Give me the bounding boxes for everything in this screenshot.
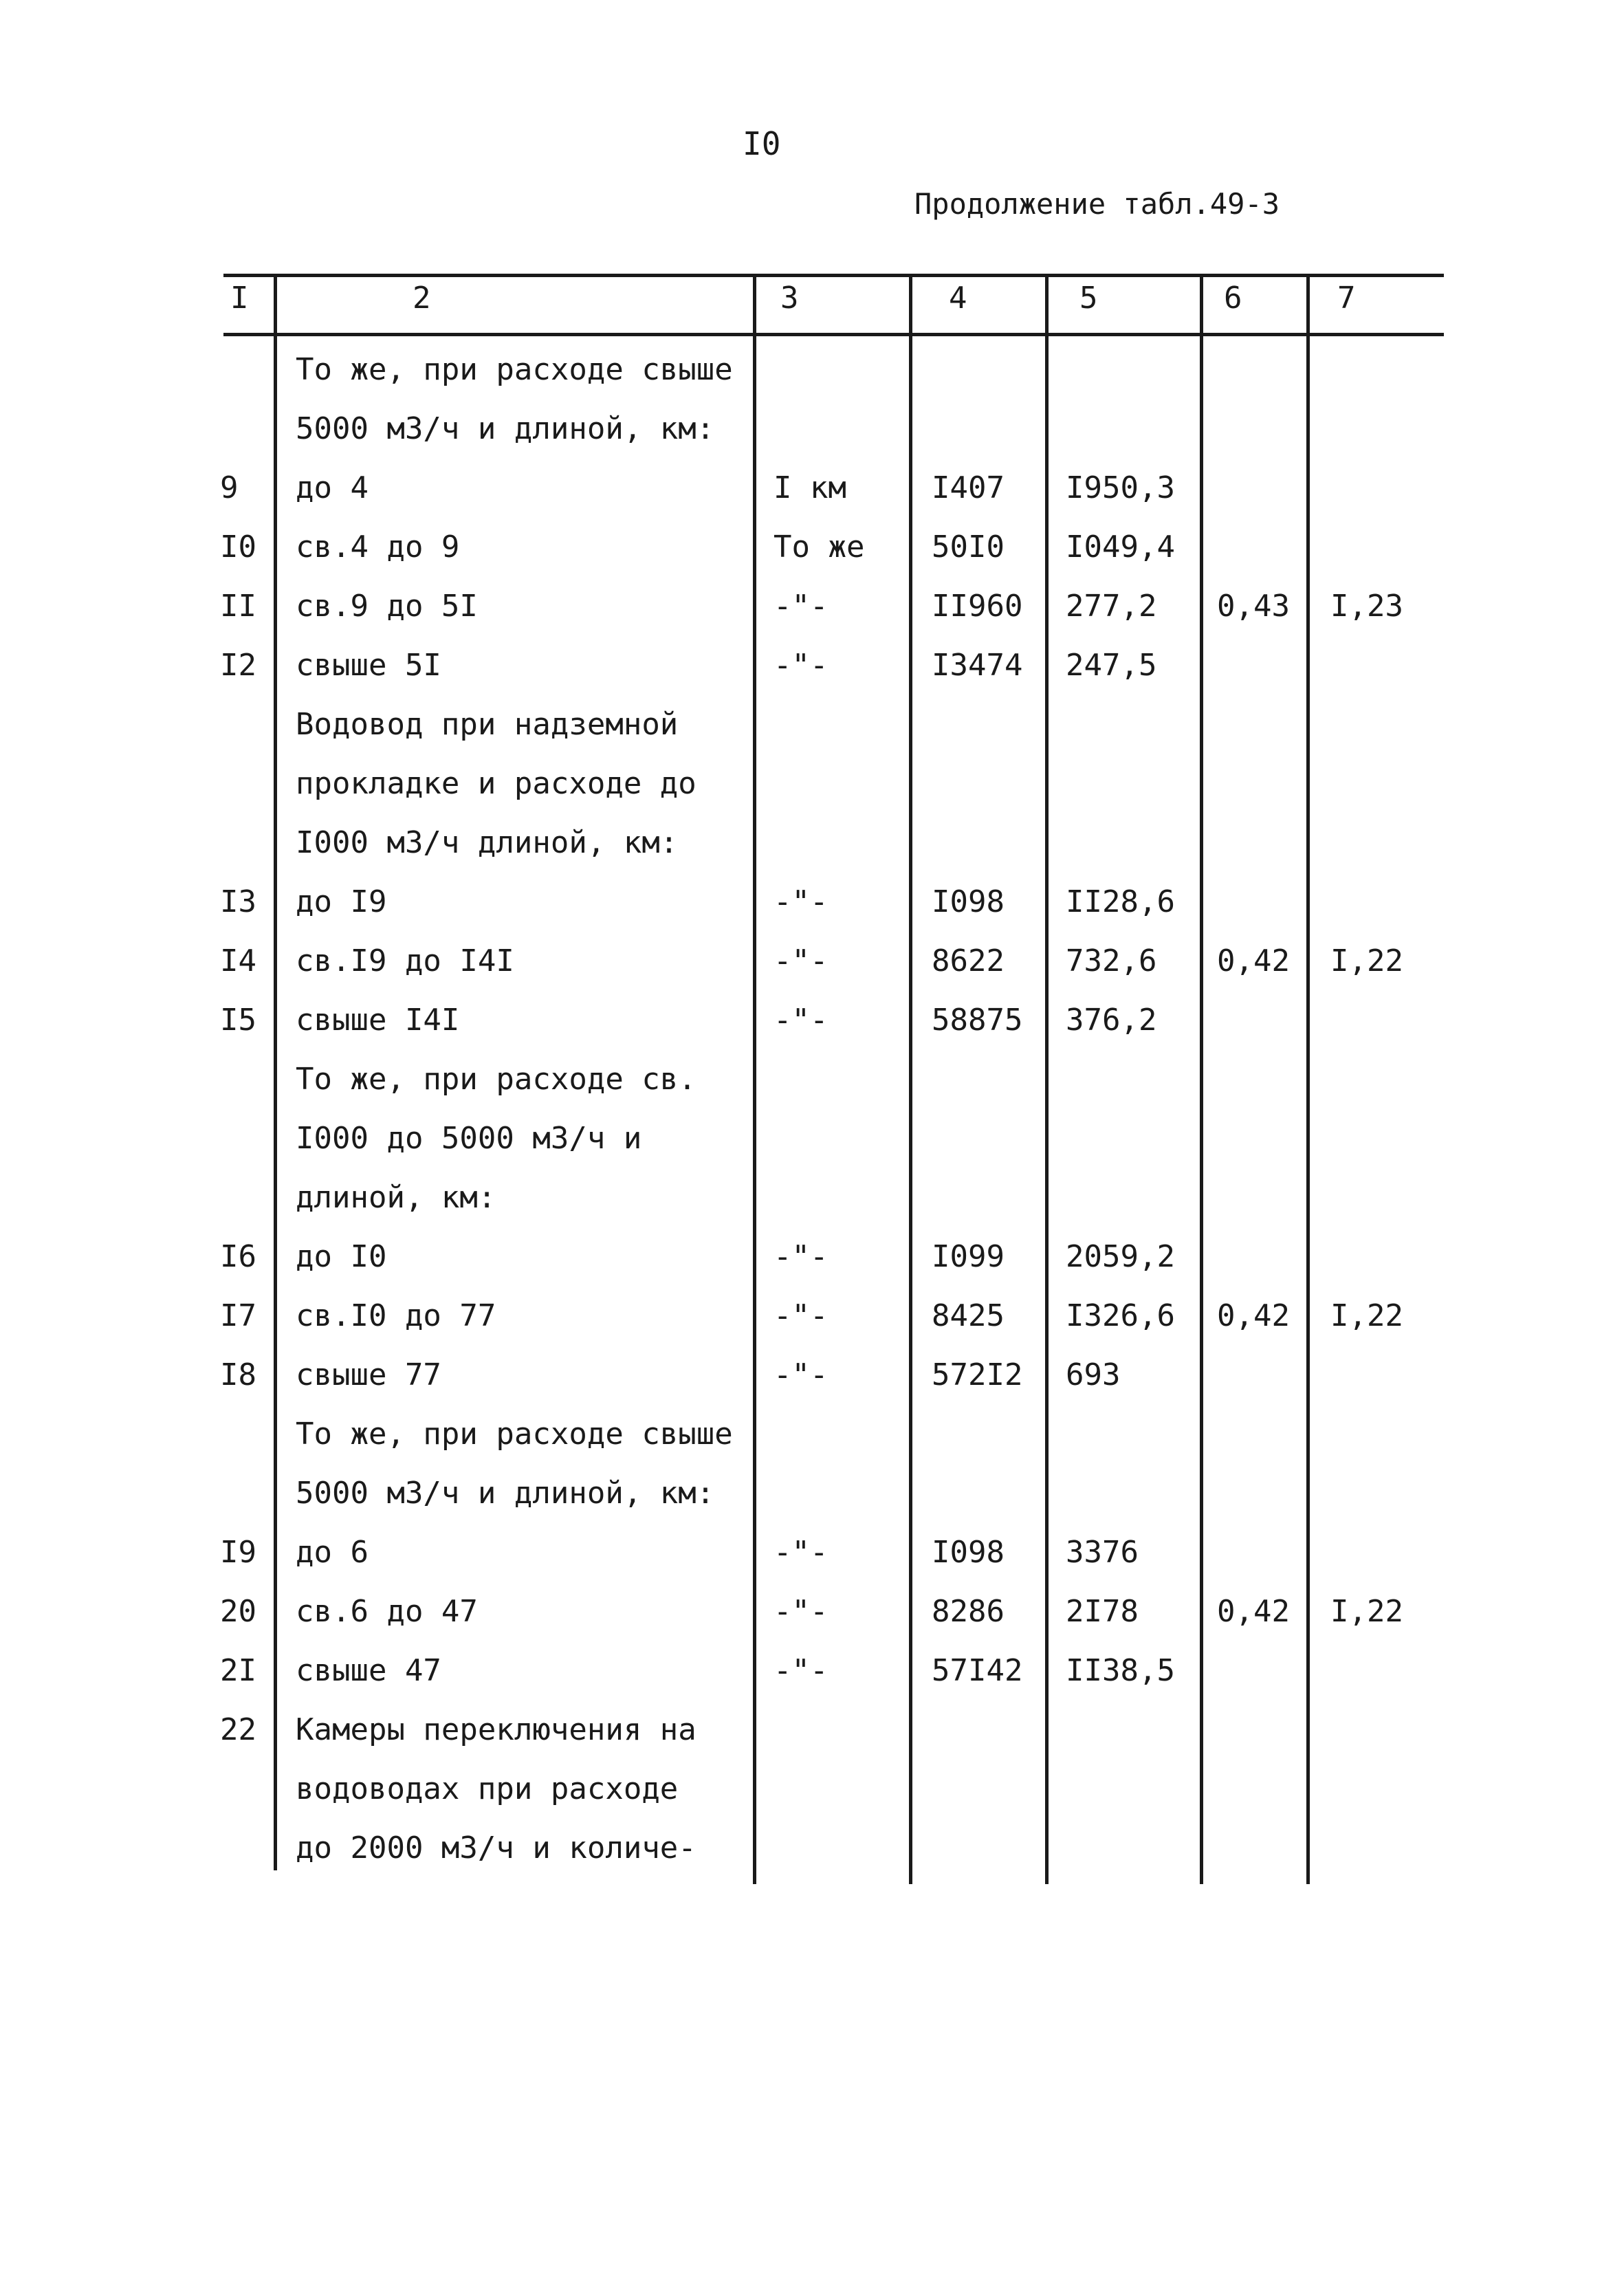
row-number: I8 [220, 1357, 256, 1392]
row-description: до I0 [296, 1239, 387, 1274]
row-col-4: I407 [932, 470, 1005, 505]
row-description: свыше 77 [296, 1357, 441, 1392]
row-col-5: 732,6 [1066, 943, 1157, 979]
table-row [0, 521, 1624, 580]
header-col-2: 2 [413, 281, 431, 316]
row-description: То же, при расходе свыше [296, 1417, 733, 1452]
row-unit: -"- [773, 1003, 829, 1038]
row-col-5: 376,2 [1066, 1003, 1157, 1038]
row-number: I0 [220, 529, 256, 565]
row-col-5: 693 [1066, 1357, 1121, 1392]
table-row [0, 699, 1624, 758]
row-col-6: 0,42 [1217, 1298, 1290, 1333]
row-col-6: 0,42 [1217, 943, 1290, 979]
row-col-4: II960 [932, 589, 1023, 624]
table-row [0, 876, 1624, 935]
row-unit: -"- [773, 943, 829, 979]
table-row [0, 403, 1624, 462]
row-col-4: 8425 [932, 1298, 1005, 1333]
row-col-7: I,22 [1330, 1594, 1403, 1629]
row-description: св.4 до 9 [296, 529, 460, 565]
table-row [0, 1586, 1624, 1645]
row-description: свыше 5I [296, 648, 441, 683]
table-header-rule [223, 333, 1444, 336]
table-top-rule [223, 274, 1444, 277]
table-row [0, 1408, 1624, 1467]
table-row [0, 639, 1624, 699]
row-unit: I км [773, 470, 846, 505]
row-unit: -"- [773, 589, 829, 624]
row-number: II [220, 589, 256, 624]
row-number: I2 [220, 648, 256, 683]
table-row [0, 1467, 1624, 1527]
row-col-4: I3474 [932, 648, 1023, 683]
row-col-5: II28,6 [1066, 884, 1175, 919]
row-col-5: 247,5 [1066, 648, 1157, 683]
row-col-7: I,22 [1330, 943, 1403, 979]
row-description: Водовод при надземной [296, 707, 679, 742]
table-row [0, 462, 1624, 521]
row-number: 2I [220, 1653, 256, 1688]
table-row [0, 1527, 1624, 1586]
row-description: 5000 м3/ч и длиной, км: [296, 1476, 715, 1511]
row-description: То же, при расходе свыше [296, 352, 733, 387]
table-row [0, 1290, 1624, 1349]
table-row [0, 1763, 1624, 1822]
header-col-4: 4 [949, 281, 967, 316]
row-unit: -"- [773, 1298, 829, 1333]
table-caption: Продолжение табл.49-3 [914, 187, 1280, 221]
row-description: I000 до 5000 м3/ч и [296, 1121, 642, 1156]
row-number: I4 [220, 943, 256, 979]
table-row [0, 344, 1624, 403]
table-row [0, 1822, 1624, 1881]
row-col-5: 3376 [1066, 1535, 1139, 1570]
row-unit: -"- [773, 1653, 829, 1688]
row-col-4: 572I2 [932, 1357, 1023, 1392]
row-description: до I9 [296, 884, 387, 919]
row-number: 9 [220, 470, 239, 505]
row-description: до 6 [296, 1535, 369, 1570]
row-col-4: 50I0 [932, 529, 1005, 565]
row-description: 5000 м3/ч и длиной, км: [296, 411, 715, 446]
header-col-7: 7 [1337, 281, 1356, 316]
row-description: св.I0 до 77 [296, 1298, 496, 1333]
header-col-6: 6 [1224, 281, 1242, 316]
row-number: 20 [220, 1594, 256, 1629]
row-number: I6 [220, 1239, 256, 1274]
table-row [0, 817, 1624, 876]
row-col-5: I049,4 [1066, 529, 1175, 565]
row-col-7: I,22 [1330, 1298, 1403, 1333]
row-col-4: I098 [932, 884, 1005, 919]
row-col-4: 58875 [932, 1003, 1023, 1038]
row-description: св.9 до 5I [296, 589, 478, 624]
row-unit: -"- [773, 648, 829, 683]
row-col-7: I,23 [1330, 589, 1403, 624]
row-col-4: 8622 [932, 943, 1005, 979]
row-col-5: 2I78 [1066, 1594, 1139, 1629]
page-number: I0 [743, 125, 781, 162]
row-col-4: 57I42 [932, 1653, 1023, 1688]
row-unit: -"- [773, 1594, 829, 1629]
row-col-5: 277,2 [1066, 589, 1157, 624]
row-description: до 2000 м3/ч и количе- [296, 1830, 696, 1866]
row-unit: -"- [773, 1239, 829, 1274]
row-col-4: I098 [932, 1535, 1005, 1570]
row-col-6: 0,43 [1217, 589, 1290, 624]
row-col-5: I950,3 [1066, 470, 1175, 505]
table-row [0, 1053, 1624, 1113]
table-row [0, 1172, 1624, 1231]
row-description: св.I9 до I4I [296, 943, 514, 979]
row-col-5: I326,6 [1066, 1298, 1175, 1333]
row-number: I5 [220, 1003, 256, 1038]
header-col-5: 5 [1079, 281, 1098, 316]
row-col-5: 2059,2 [1066, 1239, 1175, 1274]
row-unit: -"- [773, 884, 829, 919]
table-row [0, 1645, 1624, 1704]
row-number: 22 [220, 1712, 256, 1747]
row-number: I9 [220, 1535, 256, 1570]
table-row [0, 1349, 1624, 1408]
row-description: То же, при расходе св. [296, 1062, 696, 1097]
header-col-3: 3 [780, 281, 799, 316]
table-row [0, 758, 1624, 817]
row-description: свыше I4I [296, 1003, 460, 1038]
table-row [0, 994, 1624, 1053]
row-unit: -"- [773, 1357, 829, 1392]
table-row [0, 1113, 1624, 1172]
row-description: Камеры переключения на [296, 1712, 696, 1747]
row-col-5: II38,5 [1066, 1653, 1175, 1688]
table-row [0, 935, 1624, 994]
row-description: длиной, км: [296, 1180, 496, 1215]
row-unit: -"- [773, 1535, 829, 1570]
row-col-4: 8286 [932, 1594, 1005, 1629]
row-unit: То же [773, 529, 865, 565]
row-number: I7 [220, 1298, 256, 1333]
header-col-1: I [230, 281, 249, 316]
row-description: I000 м3/ч длиной, км: [296, 825, 679, 860]
row-col-6: 0,42 [1217, 1594, 1290, 1629]
row-number: I3 [220, 884, 256, 919]
row-description: прокладке и расходе до [296, 766, 696, 801]
row-description: водоводах при расходе [296, 1771, 679, 1806]
row-description: свыше 47 [296, 1653, 441, 1688]
table-row [0, 580, 1624, 639]
row-col-4: I099 [932, 1239, 1005, 1274]
table-row [0, 1231, 1624, 1290]
row-description: до 4 [296, 470, 369, 505]
table-row [0, 1704, 1624, 1763]
row-description: св.6 до 47 [296, 1594, 478, 1629]
